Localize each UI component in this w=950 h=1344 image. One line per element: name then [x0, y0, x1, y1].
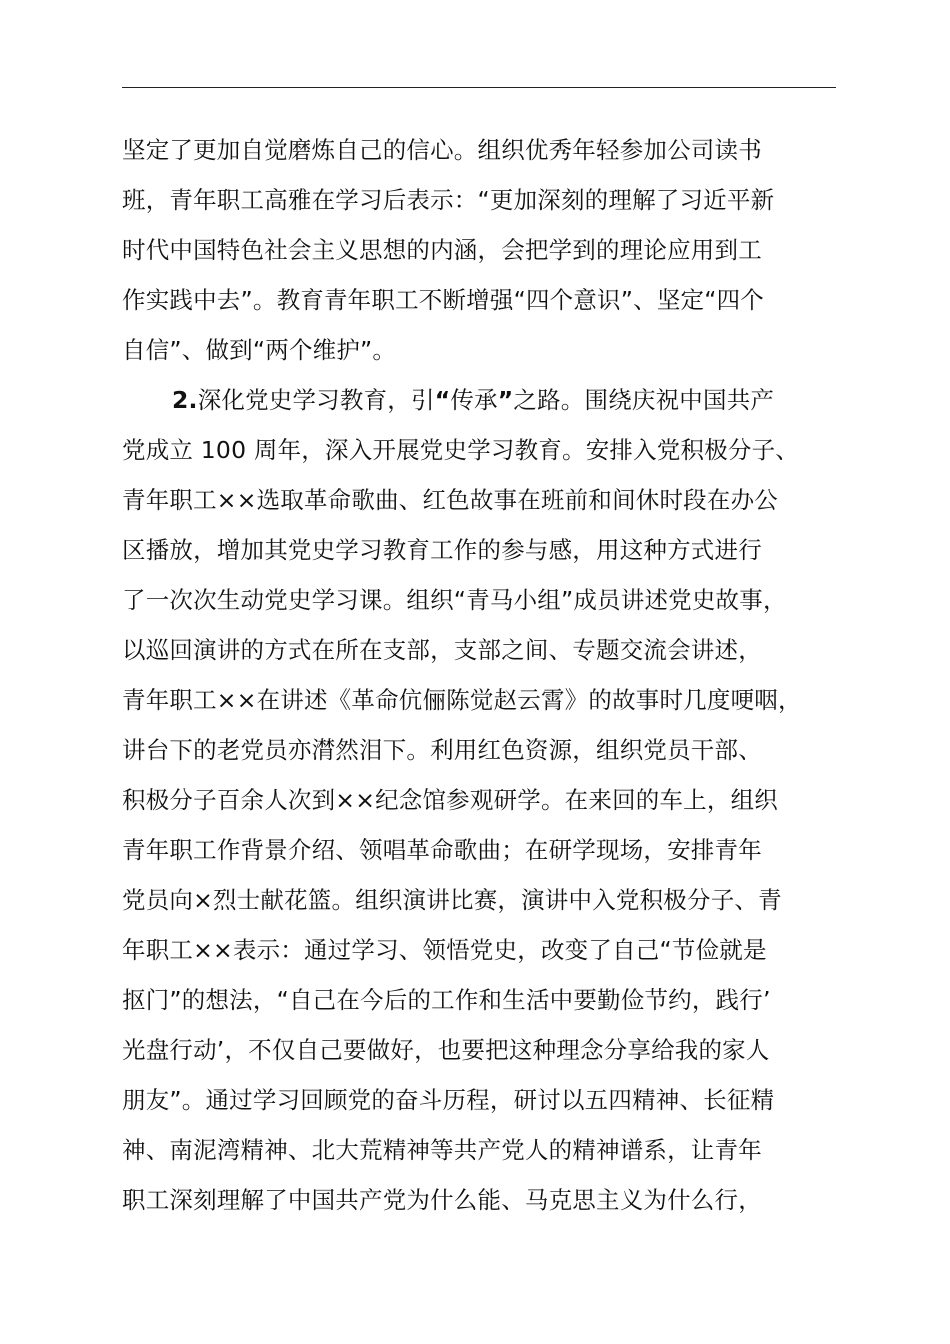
text-line: 班，青年职工高雅在学习后表示：“更加深刻的理解了习近平新: [122, 186, 775, 214]
section-quote-close: ”: [497, 386, 514, 414]
text-line: 党员向×烈士献花篮。组织演讲比赛，演讲中入党积极分子、青: [122, 886, 782, 914]
text-line: 党成立 100 周年，深入开展党史学习教育。安排入党积极分子、: [122, 436, 799, 464]
text-line: 抠门”的想法，“自己在今后的工作和生活中要勤俭节约，践行’: [122, 986, 771, 1014]
section-heading-line: [122, 375, 882, 425]
text-line: 作实践中去”。教育青年职工不断增强“四个意识”、坚定“四个: [122, 286, 764, 314]
header-rule: [122, 87, 836, 88]
text-line: 职工深刻理解了中国共产党为什么能、马克思主义为什么行，: [122, 1186, 762, 1214]
text-line: 青年职工××在讲述《革命伉俪陈觉赵云霄》的故事时几度哽咽，: [122, 686, 802, 714]
section-heading-text: 深化党史学习教育，引: [197, 386, 435, 414]
text-line: 青年职工作背景介绍、领唱革命歌曲；在研学现场，安排青年: [122, 836, 762, 864]
text-line: 了一次次生动党史学习课。组织“青马小组”成员讲述党史故事，: [122, 586, 787, 614]
text-line: 积极分子百余人次到××纪念馆参观研学。在来回的车上，组织: [122, 786, 778, 814]
text-line: 年职工××表示：通过学习、领悟党史，改变了自己“节俭就是: [122, 936, 767, 964]
text-line: 自信”、做到“两个维护”。: [122, 336, 397, 364]
text-line: 坚定了更加自觉磨炼自己的信心。组织优秀年轻参加公司读书: [122, 136, 762, 164]
section-keyword: 传承: [450, 386, 498, 414]
text-line: 神、南泥湾精神、北大荒精神等共产党人的精神谱系，让青年: [122, 1136, 762, 1164]
text-line: 光盘行动’，不仅自己要做好，也要把这种理念分享给我的家人: [122, 1036, 770, 1064]
section-quote-open: “: [434, 386, 451, 414]
text-line: 讲台下的老党员亦潸然泪下。利用红色资源，组织党员干部、: [122, 736, 762, 764]
section-number: 2.: [172, 386, 198, 414]
body-text: [122, 125, 882, 1225]
text-line: 时代中国特色社会主义思想的内涵，会把学到的理论应用到工: [122, 236, 762, 264]
text-line: 青年职工××选取革命歌曲、红色故事在班前和间休时段在办公: [122, 486, 778, 514]
section-heading-text: 之路。围绕庆祝中国共产: [513, 386, 775, 414]
text-line: 朋友”。通过学习回顾党的奋斗历程，研讨以五四精神、长征精: [122, 1086, 775, 1114]
text-line: 以巡回演讲的方式在所在支部，支部之间、专题交流会讲述，: [122, 636, 762, 664]
text-line: 区播放，增加其党史学习教育工作的参与感，用这种方式进行: [122, 536, 762, 564]
